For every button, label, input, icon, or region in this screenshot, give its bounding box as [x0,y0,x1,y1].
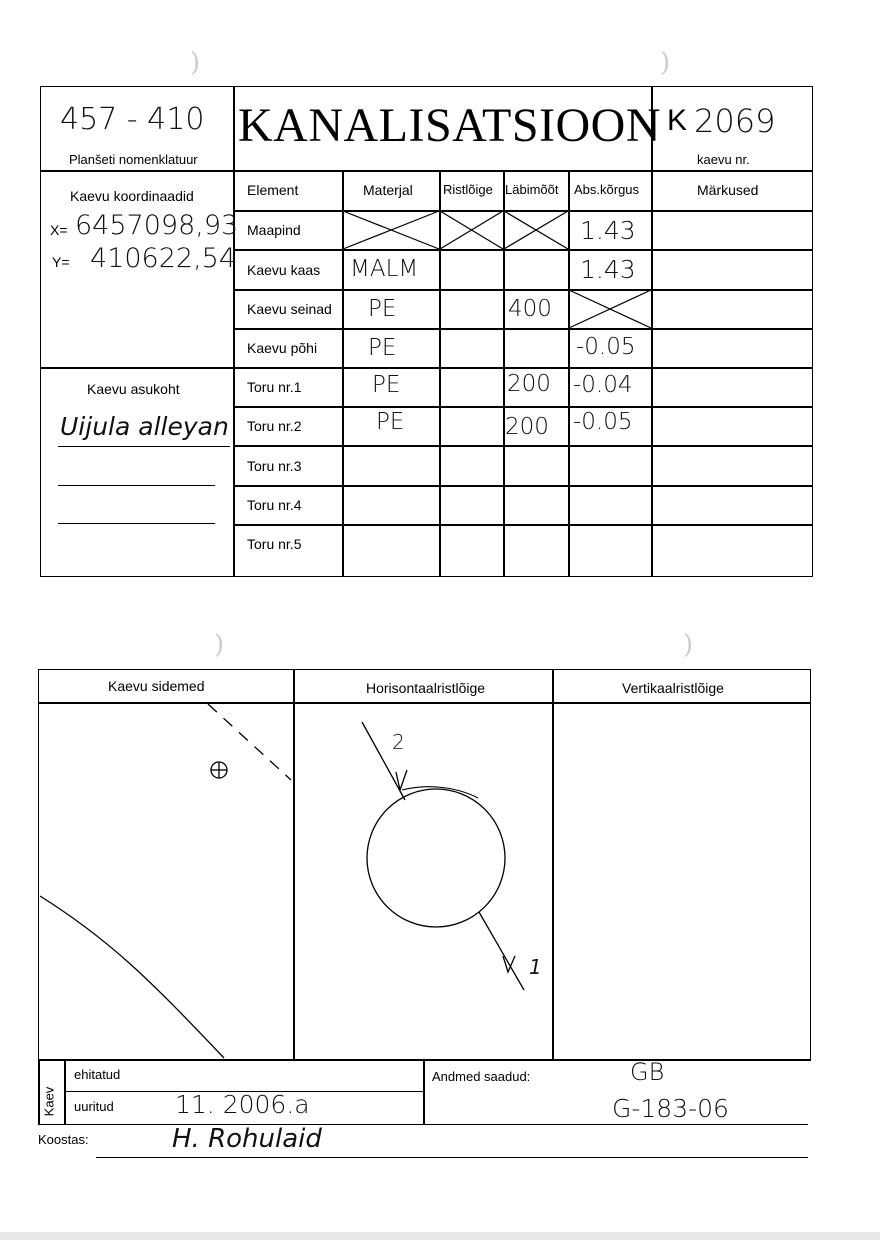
cell-labimoot: 200 [507,371,551,397]
row-element: Toru nr.4 [247,497,302,513]
well-label: kaevu nr. [697,152,750,167]
cell-abs: 1.43 [580,216,636,245]
cell-materjal: PE [376,409,405,435]
cell-materjal: PE [368,335,397,361]
cell-materjal: PE [368,296,397,322]
y-coordinate: 410622,54 [90,243,237,274]
row-element: Toru nr.5 [247,536,302,552]
andmed-value-code: G-183-06 [612,1094,729,1123]
uuritud-value: 11. 2006.a [175,1090,310,1119]
cell-materjal: PE [372,372,401,398]
y-prefix: Y= [52,254,70,270]
pipe-2-label: 2 [392,730,405,754]
col-header-ristloige: Ristlõige [443,182,493,197]
col-header-markused: Märkused [697,182,759,198]
well-circle [367,789,505,927]
location-value: Uijula alleyan [60,412,229,441]
header-kaevu-sidemed: Kaevu sidemed [108,678,205,694]
dashed-connection-line [208,704,291,780]
header-vertikaalristloige: Vertikaalristlõige [622,680,724,696]
scan-edge [0,1232,880,1240]
col-header-element: Element [247,182,299,198]
x-coordinate: 6457098,93 [75,210,239,241]
header-horisontaalristloige: Horisontaalristlõige [366,680,486,696]
nomenclature-label: Planšeti nomenklatuur [69,152,198,167]
row-element: Kaevu kaas [247,262,321,278]
well-number: 2069 [694,102,776,140]
page-title: KANALISATSIOON [238,99,661,152]
cell-abs: 1.43 [580,255,636,284]
row-element: Kaevu seinad [247,301,332,317]
uuritud-label: uuritud [74,1099,114,1114]
row-element: Toru nr.2 [247,418,302,434]
well-prefix: K [667,104,688,137]
punch-mark: ) [190,48,201,78]
punch-mark: ) [683,630,694,660]
cell-abs: -0.05 [576,334,636,360]
cell-labimoot: 400 [508,296,552,322]
col-header-materjal: Materjal [363,182,413,198]
nomenclature-value: 457 - 410 [60,102,205,137]
cell-abs: -0.04 [573,372,633,398]
cell-materjal: MALM [350,256,419,282]
punch-mark: ) [660,48,671,78]
cell-labimoot: 200 [505,414,549,440]
col-header-abs: Abs.kõrgus [574,182,640,197]
boundary-curve [40,896,224,1058]
coords-label: Kaevu koordinaadid [70,188,194,204]
ehitatud-label: ehitatud [74,1067,121,1082]
row-element: Toru nr.1 [247,379,302,395]
row-element: Maapind [247,222,301,238]
punch-mark: ) [214,630,225,660]
x-prefix: X= [50,222,68,238]
pipe-1-label: 1 [529,955,542,979]
koostas-label: Koostas: [38,1132,89,1147]
kaev-label: Kaev [41,1086,57,1117]
location-label: Kaevu asukoht [87,381,180,397]
col-header-labimoot: Läbimõõt [505,182,559,197]
cell-abs: -0.05 [573,409,633,435]
row-element: Toru nr.3 [247,458,302,474]
andmed-value-source: GB [630,1058,665,1086]
pipe-1-line [479,912,524,990]
koostas-value: H. Rohulaid [172,1124,322,1154]
andmed-label: Andmed saadud: [432,1069,531,1084]
row-element: Kaevu põhi [247,340,318,356]
